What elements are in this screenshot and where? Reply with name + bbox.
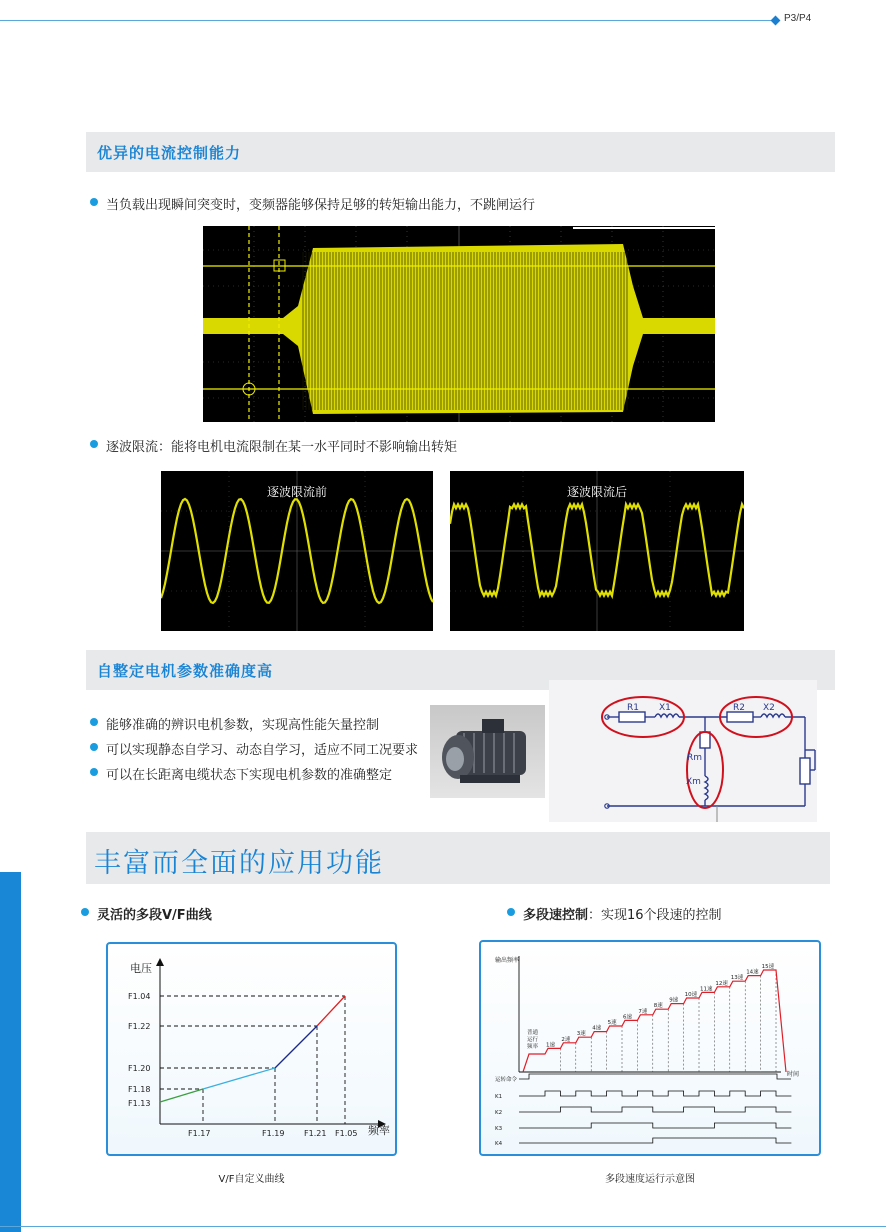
label-r1: R1 <box>627 703 639 713</box>
motor-image <box>430 705 545 798</box>
scope-load-step <box>203 226 715 422</box>
ms-speed-label: 7速 <box>638 1008 648 1015</box>
vf-xtick: F1.17 <box>188 1129 211 1138</box>
vf-ylabel: 电压 <box>130 962 152 975</box>
ms-speed-label: 5速 <box>607 1020 617 1026</box>
ms-signal-label: K3 <box>495 1126 503 1132</box>
vf-ytick: F1.22 <box>128 1022 151 1031</box>
vf-chart-card <box>106 942 397 1156</box>
top-rule-marker <box>771 16 781 26</box>
multispeed-chart <box>481 942 819 1154</box>
ms-speed-label: 2速 <box>561 1036 571 1043</box>
section-applications-header <box>86 832 830 884</box>
vf-ytick: F1.13 <box>128 1099 151 1108</box>
ms-speed-label: 15速 <box>761 964 775 970</box>
page-number: P3/P4 <box>784 13 812 24</box>
ms-speed-label: 14速 <box>746 969 759 976</box>
vf-xtick: F1.21 <box>304 1129 327 1138</box>
label-xm: Xm <box>686 777 701 787</box>
ms-bullet-bold: 多段速控制 <box>523 908 589 923</box>
ms-speed-label: 13速 <box>730 975 744 982</box>
ms-ylabel: 输出频率 <box>495 957 520 964</box>
ms-start-label: 普通 <box>527 1030 539 1036</box>
ms-start-label: 频率 <box>527 1044 539 1050</box>
vf-xlabel: 频率 <box>368 1124 390 1137</box>
section-title: 丰富而全面的应用功能 <box>94 848 384 879</box>
scope-before-label: 逐波限流前 <box>266 485 327 499</box>
ms-speed-label: 4速 <box>592 1025 602 1032</box>
ms-signal-line <box>519 1123 791 1128</box>
ms-speed-label: 8速 <box>653 1003 663 1010</box>
bullet-long-cable: 可以在长距离电缆状态下实现电机参数的准确整定 <box>106 764 392 783</box>
bullet-multispeed <box>523 904 722 923</box>
scope-before-limit <box>161 471 433 631</box>
bullet-load-change: 当负载出现瞬间突变时，变频器能够保持足够的转矩输出能力，不跳闸运行 <box>106 194 535 213</box>
ms-start-label: 运行 <box>527 1037 539 1043</box>
ms-signal-label: 运转命令 <box>495 1077 518 1083</box>
scope-after-label: 逐波限流后 <box>566 485 627 499</box>
ms-signal-label: K1 <box>495 1094 503 1100</box>
ms-signal-line <box>519 1091 791 1096</box>
ms-speed-label: 3速 <box>576 1031 586 1038</box>
ms-signal-line <box>519 1107 791 1112</box>
ms-speed-label: 10速 <box>684 992 698 998</box>
label-x2: X2 <box>763 703 775 713</box>
ms-signal-label: K2 <box>495 1110 503 1116</box>
multispeed-chart-card <box>479 940 821 1156</box>
left-accent-bar <box>0 872 21 1232</box>
section-title: 优异的电流控制能力 <box>97 144 242 162</box>
section-current-control-header <box>86 132 835 172</box>
vf-ytick: F1.18 <box>128 1085 151 1094</box>
bullet-wave-limit: 逐波限流：能将电机电流限制在某一水平同时不影响输出转矩 <box>106 436 457 455</box>
ms-speed-label: 12速 <box>715 980 728 987</box>
bullet-vf-curve <box>97 904 212 923</box>
top-rule <box>0 20 780 21</box>
ms-xlabel: 时间 <box>787 1071 800 1078</box>
vf-caption: V/F自定义曲线 <box>218 1174 285 1185</box>
label-x1: X1 <box>659 703 671 713</box>
scope-load-step-trace <box>203 226 715 422</box>
label-rm: Rm <box>687 753 703 763</box>
ms-speed-label: 1速 <box>546 1042 555 1049</box>
ms-caption: 多段速度运行示意图 <box>605 1174 695 1185</box>
vf-ytick: F1.20 <box>128 1064 151 1073</box>
bullet-identify: 能够准确的辨识电机参数，实现高性能矢量控制 <box>106 714 379 733</box>
vf-bullet-text: 灵活的多段V/F曲线 <box>97 908 212 923</box>
bottom-rule <box>0 1226 886 1227</box>
vf-xtick: F1.05 <box>335 1129 358 1138</box>
scope-after-limit <box>450 471 744 631</box>
ms-speed-label: 9速 <box>669 997 679 1004</box>
ms-signal-line <box>519 1138 791 1143</box>
vf-ytick: F1.04 <box>128 992 151 1001</box>
section-title: 自整定电机参数准确度高 <box>97 662 274 680</box>
ms-signal-line <box>519 1074 791 1079</box>
ms-speed-label: 11速 <box>700 986 713 993</box>
vf-xtick: F1.19 <box>262 1129 285 1138</box>
label-r2: R2 <box>733 703 745 713</box>
ms-frequency-curve <box>523 970 786 1072</box>
ms-signal-label: K4 <box>495 1141 503 1147</box>
ms-speed-label: 6速 <box>623 1014 632 1021</box>
motor-equivalent-circuit <box>549 680 817 822</box>
bullet-self-learn: 可以实现静态自学习、动态自学习，适应不同工况要求 <box>106 739 418 758</box>
vf-chart <box>108 944 395 1154</box>
ms-bullet-rest: ：实现16个段速的控制 <box>588 908 722 923</box>
